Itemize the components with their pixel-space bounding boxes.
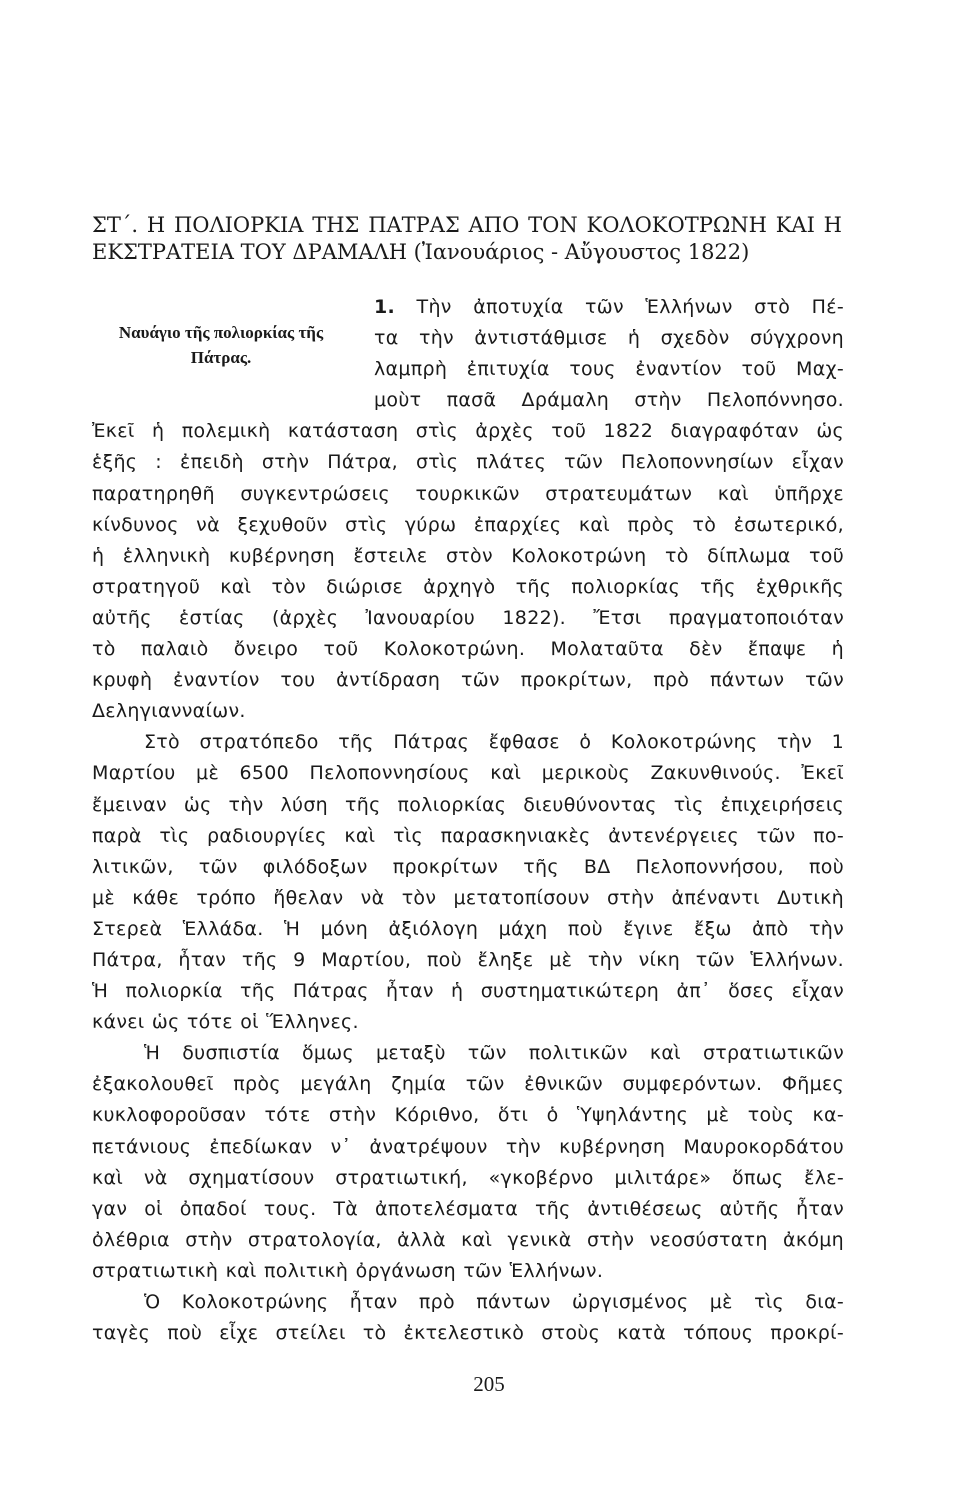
margin-note-line: Ναυάγιο τῆς πολιορκίας τῆς [118,323,324,342]
text-line: ὀλέθρια στὴν στρατολογία, ἀλλὰ καὶ γενικὰ στὴν νεοσύστατη ἀκόμη [92,1228,844,1251]
text-line: Μαρτίου μὲ 6500 Πελοποννησίους καὶ μερικοὺς Ζακυνθινούς. Ἐκεῖ [92,762,844,785]
text-line: Δεληγιανναίων. [92,700,246,723]
text-line: κάνει ὡς τότε οἱ Ἕλληνες. [92,1011,359,1034]
margin-note-line: Πάτρας. [190,348,252,367]
body-text [92,292,844,1349]
page-number: 205 [473,1372,505,1396]
text-line: Ἡ πολιορκία τῆς Πάτρας ἦταν ἡ συστηματικώτερη ἀπ᾽ ὅσες εἶχαν [92,980,844,1003]
text-line: αὐτῆς ἑστίας (ἀρχὲς Ἰανουαρίου 1822). Ἔτσι πραγματοποιόταν [92,606,844,629]
text-line: ἡ ἑλληνικὴ κυβέρνηση ἔστειλε στὸν Κολοκοτρώνη τὸ δίπλωμα τοῦ [92,544,844,567]
text-line: Πάτρα, ἦταν τῆς 9 Μαρτίου, ποὺ ἔληξε μὲ τὴν νίκη τῶν Ἑλλήνων. [92,948,844,971]
paragraph-number: 1. [374,296,396,318]
text-line: λαμπρὴ ἐπιτυχία τους ἐναντίον τοῦ Μαχ- [374,358,844,381]
text-line: τὸ παλαιὸ ὄνειρο τοῦ Κολοκοτρώνη. Μολαταῦτα δὲν ἔπαψε ἡ [92,638,844,661]
section-heading [92,212,842,266]
text-line: λιτικῶν, τῶν φιλόδοξων προκρίτων τῆς ΒΔ Πελοποννήσου, ποὺ [92,855,844,878]
text-line: Στὸ στρατόπεδο τῆς Πάτρας ἔφθασε ὁ Κολοκοτρώνης τὴν 1 [144,731,844,754]
text-line: γαν οἱ ὀπαδοί τους. Τὰ ἀποτελέσματα τῆς ἀντιθέσεως αὐτῆς ἦταν [92,1197,844,1220]
text-line: κρυφὴ ἐναντίον του ἀντίδραση τῶν προκρίτων, πρὸ πάντων τῶν [92,669,844,692]
text-line: ἔμειναν ὡς τὴν λύση τῆς πολιορκίας διευθύνοντας τὶς ἐπιχειρήσεις [92,793,844,816]
text-line: ἑξῆς : ἐπειδὴ στὴν Πάτρα, στὶς πλάτες τῶν Πελοποννησίων εἶχαν [92,451,844,474]
text-line: πετάνιους ἐπεδίωκαν ν᾽ ἀνατρέψουν τὴν κυβέρνηση Μαυροκορδάτου [92,1135,844,1158]
text-line: καὶ νὰ σχηματίσουν στρατιωτική, «γκοβέρνο μιλιτάρε» ὅπως ἔλε- [92,1166,844,1189]
text-line: τα τὴν ἀντιστάθμισε ἡ σχεδὸν σύγχρονη [374,327,844,350]
text-line [374,292,844,323]
paragraph-1-first-block [374,292,844,416]
text-line: Ἐκεῖ ἡ πολεμικὴ κατάσταση στὶς ἀρχὲς τοῦ 1822 διαγραφόταν ὡς [92,420,844,443]
text-line-content: Τὴν ἀποτυχία τῶν Ἑλλήνων στὸ Πέ- [416,296,844,318]
text-line: κυκλοφοροῦσαν τότε στὴν Κόριθνο, ὅτι ὁ Ὑψηλάντης μὲ τοὺς κα- [92,1104,844,1127]
text-line: στρατηγοῦ καὶ τὸν διώρισε ἀρχηγὸ τῆς πολιορκίας τῆς ἐχθρικῆς [92,575,844,598]
section-heading-line: ΕΚΣΤΡΑΤΕΙΑ ΤΟΥ ΔΡΑΜΑΛΗ (Ἰανουάριος - Αὔγουστος 1822) [92,240,750,264]
text-line: μοὺτ πασᾶ Δράμαλη στὴν Πελοπόννησο. [374,389,844,412]
text-line: κίνδυνος νὰ ξεχυθοῦν στὶς γύρω ἐπαρχίες καὶ πρὸς τὸ ἐσωτερικό, [92,513,844,536]
text-line: στρατιωτικὴ καὶ πολιτικὴ ὀργάνωση τῶν Ἑλλήνων. [92,1259,604,1282]
text-line: Ὁ Κολοκοτρώνης ἦταν πρὸ πάντων ὠργισμένος μὲ τὶς δια- [144,1291,844,1313]
text-line: παρατηρηθῆ συγκεντρώσεις τουρκικῶν στρατευμάτων καὶ ὑπῆρχε [92,482,844,505]
text-line: Ἡ δυσπιστία ὅμως μεταξὺ τῶν πολιτικῶν καὶ στρατιωτικῶν [144,1042,844,1065]
text-line: ταγὲς ποὺ εἶχε στείλει τὸ ἐκτελεστικὸ στοὺς κατὰ τόπους προκρί- [92,1322,844,1345]
section-heading-line: ΣΤ΄. Η ΠΟΛΙΟΡΚΙΑ ΤΗΣ ΠΑΤΡΑΣ ΑΠΟ ΤΟΝ ΚΟΛΟΚΟΤΡΩΝΗ ΚΑΙ Η [92,213,842,237]
text-line: Στερεὰ Ἑλλάδα. Ἡ μόνη ἀξιόλογη μάχη ποὺ ἔγινε ἔξω ἀπὸ τὴν [92,917,844,940]
text-line: μὲ κάθε τρόπο ἤθελαν νὰ τὸν μετατοπίσουν στὴν ἀπέναντι Δυτικὴ [92,886,844,909]
text-line: ἐξακολουθεῖ πρὸς μεγάλη ζημία τῶν ἐθνικῶν συμφερόντων. Φῆμες [92,1073,844,1096]
text-line: παρὰ τὶς ραδιουργίες καὶ τὶς παρασκηνιακὲς ἀντενέργειες τῶν πο- [92,824,844,847]
